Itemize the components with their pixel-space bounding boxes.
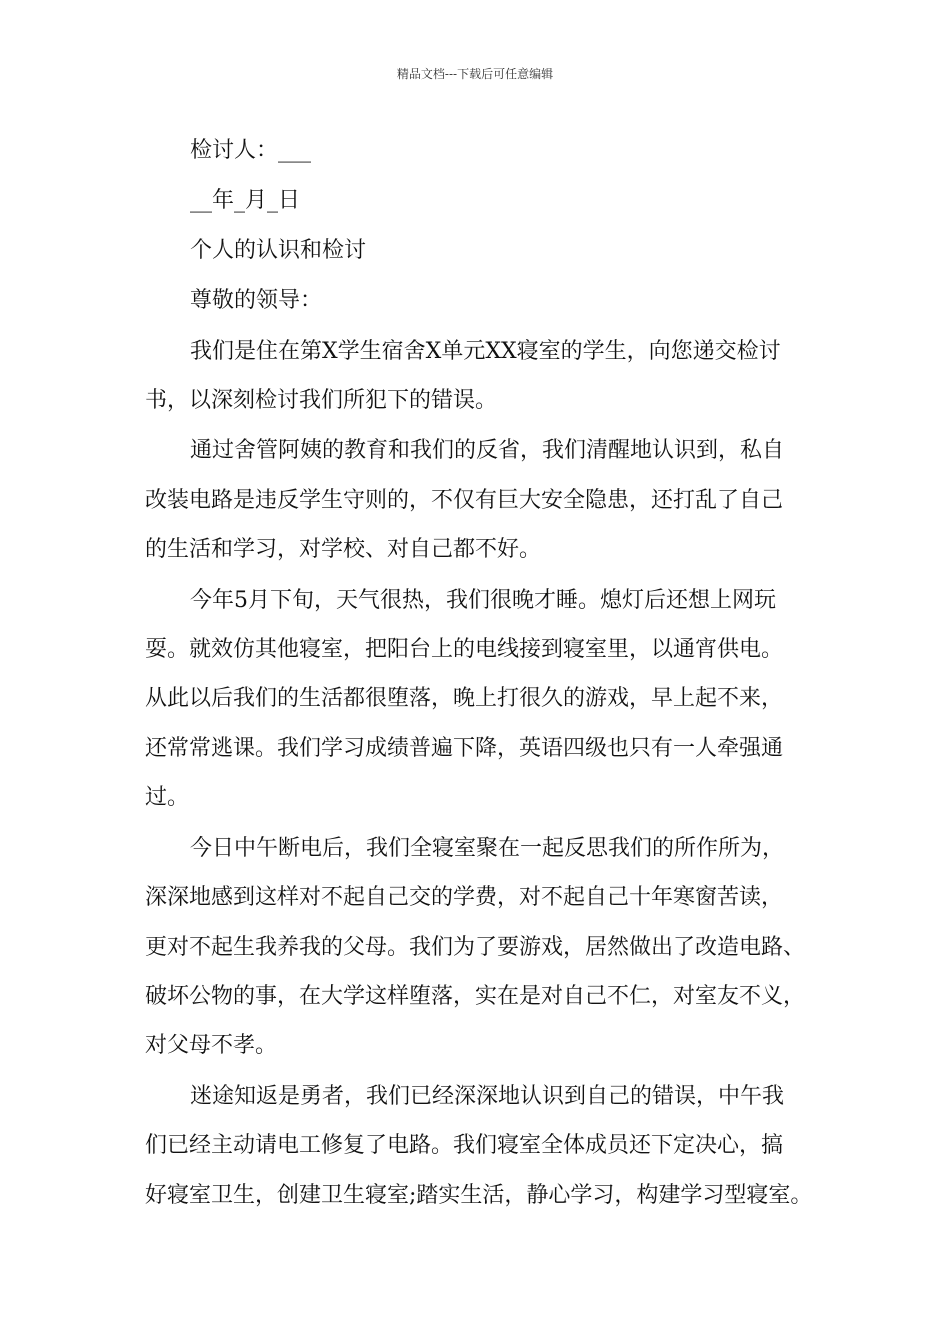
salutation: 尊敬的领导：: [190, 288, 323, 313]
body-line: 破坏公物的事，在大学这样堕落，实在是对自己不仁，对室友不义，: [145, 984, 806, 1009]
body-line: 更对不起生我养我的父母。我们为了要游戏，居然做出了改造电路、: [145, 935, 806, 960]
signer-line: 检讨人：___: [190, 138, 312, 163]
body-line: 好寝室卫生，创建卫生寝室;踏实生活，静心学习，构建学习型寝室。: [145, 1183, 813, 1208]
body-line: 通过舍管阿姨的教育和我们的反省，我们清醒地认识到，私自: [190, 438, 785, 463]
body-line: 改装电路是违反学生守则的，不仅有巨大安全隐患，还打乱了自己: [145, 488, 784, 513]
body-line: 耍。就效仿其他寝室，把阳台上的电线接到寝室里，以通宵供电。: [145, 637, 784, 662]
page-header: 精品文档---下载后可任意编辑: [396, 67, 554, 81]
body-line: 们已经主动请电工修复了电路。我们寝室全体成员还下定决心，搞: [145, 1133, 784, 1158]
date-line: __年_月_日: [190, 188, 301, 213]
body-line: 今日中午断电后，我们全寝室聚在一起反思我们的所作所为，: [190, 836, 785, 861]
body-line: 从此以后我们的生活都很堕落，晚上打很久的游戏，早上起不来，: [145, 686, 784, 711]
body-line: 过。: [145, 785, 190, 810]
body-line: 迷途知返是勇者，我们已经深深地认识到自己的错误，中午我: [190, 1084, 785, 1109]
body-line: 今年5月下旬，天气很热，我们很晚才睡。熄灯后还想上网玩: [190, 588, 776, 613]
document-title: 个人的认识和检讨: [190, 238, 367, 263]
body-line: 书，以深刻检讨我们所犯下的错误。: [145, 388, 498, 413]
body-line: 的生活和学习，对学校、对自己都不好。: [145, 537, 542, 562]
body-line: 对父母不孝。: [145, 1033, 278, 1058]
body-line: 还常常逃课。我们学习成绩普遍下降，英语四级也只有一人牵强通: [145, 736, 784, 761]
body-line: 深深地感到这样对不起自己交的学费，对不起自己十年寒窗苦读，: [145, 885, 784, 910]
body-line: 我们是住在第X学生宿舍X单元XX寝室的学生，向您递交检讨: [190, 339, 781, 364]
